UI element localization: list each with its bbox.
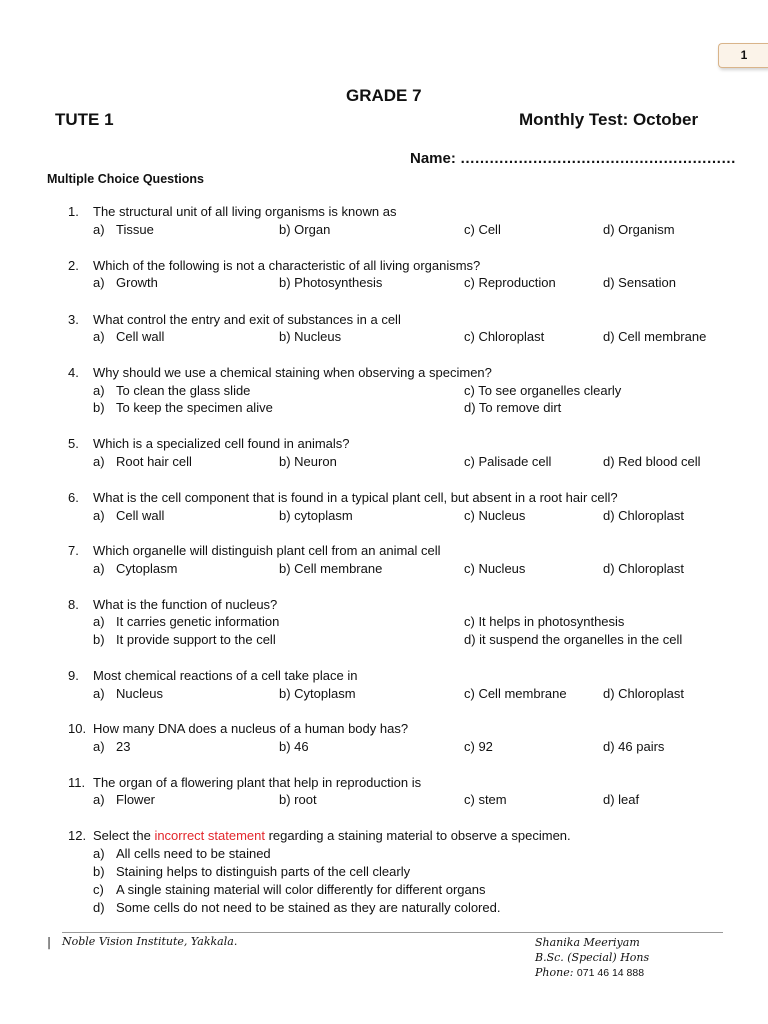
question-number: 3.: [68, 312, 79, 327]
question-5: [0, 435, 768, 453]
name-blank: …………………………………………………: [460, 150, 736, 167]
footer-author-block: [535, 935, 649, 981]
option-c: c) Reproduction: [464, 275, 556, 290]
question-12: [0, 827, 768, 845]
question-9: [0, 667, 768, 685]
question-number: 9.: [68, 668, 79, 683]
question-text: What is the cell component that is found in a typical plant cell, but absent in a root hair cell?: [93, 490, 618, 505]
option-a: a) Cytoplasm: [93, 561, 178, 576]
option-b: b) Organ: [279, 222, 331, 237]
options-row: [0, 899, 768, 917]
options-row: [0, 791, 768, 809]
highlighted-text: incorrect statement: [154, 828, 265, 843]
options-row: [0, 221, 768, 239]
option-c: c) Nucleus: [464, 561, 526, 576]
option-b: b) To keep the specimen alive: [93, 400, 273, 415]
footer-qualification: B.Sc. (Special) Hons: [535, 951, 650, 964]
question-text: Most chemical reactions of a cell take place in: [93, 668, 358, 683]
question-text: Why should we use a chemical staining when observing a specimen?: [93, 365, 492, 380]
question-number: 2.: [68, 258, 79, 273]
section-title: Multiple Choice Questions: [47, 172, 204, 186]
options-row: [0, 613, 768, 631]
options-row: [0, 560, 768, 578]
question-2: [0, 257, 768, 275]
options-row: [0, 881, 768, 899]
name-label: Name:: [410, 150, 456, 167]
question-text: Which is a specialized cell found in animals?: [93, 436, 350, 451]
option-a: a) All cells need to be stained: [93, 846, 271, 861]
question-number: 10.: [68, 721, 87, 736]
option-d: d) Cell membrane: [603, 329, 707, 344]
option-b: b) Nucleus: [279, 329, 342, 344]
question-7: [0, 542, 768, 560]
option-d: d) it suspend the organelles in the cell: [464, 632, 683, 647]
option-c: c) Nucleus: [464, 508, 526, 523]
question-1: [0, 203, 768, 221]
question-number: 11.: [68, 775, 86, 790]
option-a: a) Cell wall: [93, 329, 165, 344]
option-d: d) Chloroplast: [603, 561, 684, 576]
option-d: d) 46 pairs: [603, 739, 665, 754]
test-title: Monthly Test: October: [519, 110, 699, 129]
option-a: a) Tissue: [93, 222, 154, 237]
option-c: c) 92: [464, 739, 493, 754]
option-d: d) Chloroplast: [603, 508, 684, 523]
option-d: d) Red blood cell: [603, 454, 701, 469]
options-row: [0, 845, 768, 863]
options-row: [0, 399, 768, 417]
options-row: [0, 328, 768, 346]
question-text: The structural unit of all living organisms is known as: [93, 204, 397, 219]
question-number: 5.: [68, 436, 79, 451]
options-row: [0, 453, 768, 471]
option-c: c) Palisade cell: [464, 454, 552, 469]
option-d: d) Chloroplast: [603, 686, 684, 701]
question-number: 8.: [68, 597, 79, 612]
question-10: [0, 720, 768, 738]
option-a: a) It carries genetic information: [93, 614, 280, 629]
option-c: c) Cell: [464, 222, 501, 237]
question-4: [0, 364, 768, 382]
option-b: b) Staining helps to distinguish parts of the cell clearly: [93, 864, 411, 879]
options-row: [0, 274, 768, 292]
question-number: 6.: [68, 490, 79, 505]
question-3: [0, 311, 768, 329]
option-d: d) leaf: [603, 792, 640, 807]
option-d: d) Organism: [603, 222, 675, 237]
option-c: c) stem: [464, 792, 507, 807]
option-c: c) Cell membrane: [464, 686, 567, 701]
footer-author: Shanika Meeriyam: [535, 936, 640, 949]
option-a: a) Cell wall: [93, 508, 165, 523]
question-text: What control the entry and exit of substances in a cell: [93, 312, 401, 327]
footer-divider: [62, 932, 723, 933]
option-b: b) cytoplasm: [279, 508, 353, 523]
option-c: c) Chloroplast: [464, 329, 545, 344]
option-a: a) Nucleus: [93, 686, 163, 701]
page-number-badge: 1: [718, 43, 768, 68]
options-row: [0, 631, 768, 649]
tute-title: TUTE 1: [55, 110, 114, 129]
footer-separator: |: [47, 935, 52, 949]
options-row: [0, 863, 768, 881]
options-row: [0, 382, 768, 400]
options-row: [0, 507, 768, 525]
option-b: b) root: [279, 792, 317, 807]
footer-phone: Phone: 071 46 14 888: [535, 966, 645, 979]
question-number: 1.: [68, 204, 79, 219]
options-row: [0, 685, 768, 703]
option-a: a) Growth: [93, 275, 158, 290]
question-text: Which of the following is not a characteristic of all living organisms?: [93, 258, 481, 273]
question-6: [0, 489, 768, 507]
option-d: d) Sensation: [603, 275, 676, 290]
question-text: Which organelle will distinguish plant cell from an animal cell: [93, 543, 441, 558]
question-number: 12.: [68, 828, 87, 843]
question-number: 7.: [68, 543, 79, 558]
question-text: How many DNA does a nucleus of a human body has?: [93, 721, 409, 736]
option-d: d) To remove dirt: [464, 400, 562, 415]
option-b: b) It provide support to the cell: [93, 632, 276, 647]
option-b: b) Cell membrane: [279, 561, 383, 576]
name-field: [410, 150, 736, 167]
question-text: What is the function of nucleus?: [93, 597, 278, 612]
question-text: Select the incorrect statement regarding a staining material to observe a specimen.: [93, 828, 571, 843]
option-c: c) A single staining material will color differently for different organs: [93, 882, 486, 897]
option-b: b) Cytoplasm: [279, 686, 356, 701]
option-d: d) Some cells do not need to be stained as they are naturally colored.: [93, 900, 501, 915]
option-b: b) 46: [279, 739, 309, 754]
option-a: a) 23: [93, 739, 131, 754]
question-8: [0, 596, 768, 614]
option-c: c) To see organelles clearly: [464, 383, 622, 398]
option-a: a) Flower: [93, 792, 156, 807]
question-text: The organ of a flowering plant that help in reproduction is: [93, 775, 422, 790]
options-row: [0, 738, 768, 756]
option-b: b) Photosynthesis: [279, 275, 383, 290]
option-a: a) To clean the glass slide: [93, 383, 251, 398]
option-c: c) It helps in photosynthesis: [464, 614, 625, 629]
question-11: [0, 774, 768, 792]
question-number: 4.: [68, 365, 79, 380]
option-a: a) Root hair cell: [93, 454, 192, 469]
option-b: b) Neuron: [279, 454, 337, 469]
footer-institute: Noble Vision Institute, Yakkala.: [62, 935, 238, 948]
grade-title: GRADE 7: [346, 86, 422, 105]
